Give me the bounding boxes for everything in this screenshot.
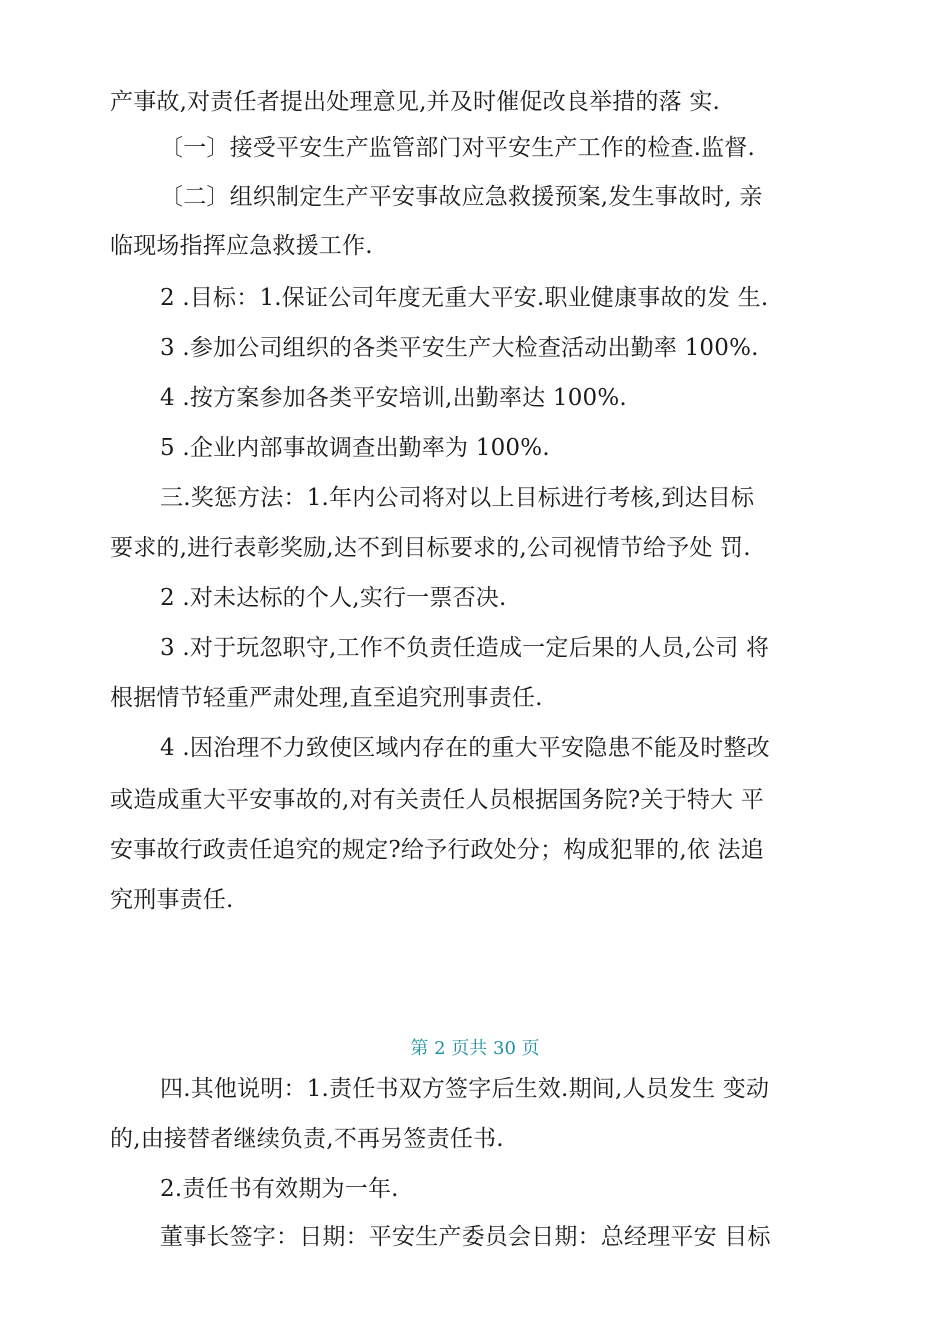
paragraph-line: 的,由接替者继续负责,不再另签责任书. (110, 1126, 504, 1152)
paragraph-line: 5 .企业内部事故调查出勤率为 100%. (160, 435, 550, 461)
paragraph-line: 安事故行政责任追究的规定?给予行政处分；构成犯罪的,依 法追 (110, 837, 764, 863)
paragraph-line: 〔二〕组织制定生产平安事故应急救援预案,发生事故时, 亲 (160, 184, 763, 210)
paragraph-line: 〔一〕接受平安生产监管部门对平安生产工作的检查.监督. (160, 135, 756, 161)
paragraph-line: 2 .目标：1.保证公司年度无重大平安.职业健康事故的发 生. (160, 285, 769, 311)
paragraph-line: 要求的,进行表彰奖励,达不到目标要求的,公司视情节给予处 罚. (110, 535, 751, 561)
paragraph-line: 四.其他说明：1.责任书双方签字后生效.期间,人员发生 变动 (160, 1076, 770, 1102)
paragraph-line: 根据情节轻重严肃处理,直至追究刑事责任. (110, 685, 543, 711)
paragraph-line: 2 .对未达标的个人,实行一票否决. (160, 585, 507, 611)
paragraph-line: 董事长签字：日期：平安生产委员会日期：总经理平安 目标 (160, 1224, 771, 1250)
paragraph-line: 4 .因治理不力致使区域内存在的重大平安隐患不能及时整改 (160, 735, 770, 761)
paragraph-line: 产事故,对责任者提出处理意见,并及时催促改良举措的落 实. (110, 89, 721, 115)
page-footer: 第 2 页共 30 页 (410, 1038, 540, 1059)
paragraph-line: 3 .参加公司组织的各类平安生产大检查活动出勤率 100%. (160, 335, 759, 361)
paragraph-line: 3 .对于玩忽职守,工作不负责任造成一定后果的人员,公司 将 (160, 635, 770, 661)
paragraph-line: 或造成重大平安事故的,对有关责任人员根据国务院?关于特大 平 (110, 787, 764, 813)
paragraph-line: 4 .按方案参加各类平安培训,出勤率达 100%. (160, 385, 627, 411)
paragraph-line: 临现场指挥应急救援工作. (110, 233, 373, 259)
paragraph-line: 三.奖惩方法：1.年内公司将对以上目标进行考核,到达目标 (160, 485, 755, 511)
paragraph-line: 2.责任书有效期为一年. (160, 1176, 399, 1202)
paragraph-line: 究刑事责任. (110, 887, 234, 913)
